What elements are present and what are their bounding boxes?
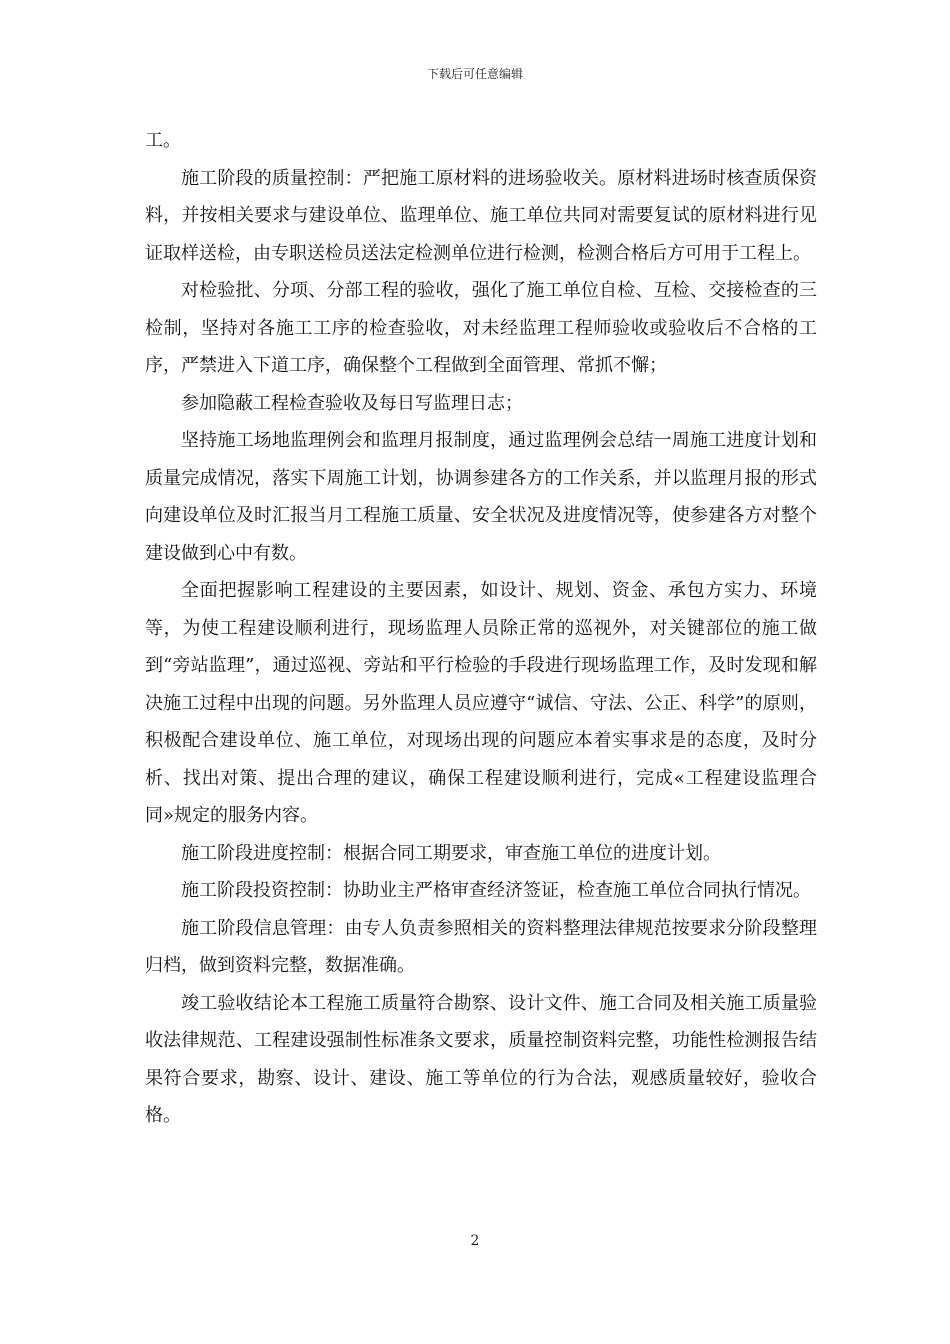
paragraph-inspection-acceptance: 对检验批、分项、分部工程的验收，强化了施工单位自检、互检、交接检查的三检制，坚持对各施工工序的检查验收，对未经监理工程师验收或验收后不合格的工序，严禁进入下道工序，确保整个工程做到全面管理、常抓不懈； (145, 280, 817, 376)
paragraph-hidden-works: 参加隐蔽工程检查验收及每日写监理日志； (181, 392, 523, 414)
paragraph-key-factors: 全面把握影响工程建设的主要因素，如设计、规划、资金、承包方实力、环境等，为使工程建设顺利进行，现场监理人员除正常的巡视外，对关键部位的施工做到“旁站监理”，通过巡视、旁站和平行检验的手段进行现场监理工作，及时发现和解决施工过程中出现的问题。另外监理人员应遵守“诚信、守法、公正、科学”的原则，积极配合建设单位、施工单位，对现场出现的问题应本着实事求是的态度，及时分析、找出对策、提出合理的建议，确保工程建设顺利进行，完成«工程建设监理合同»规定的服务内容。 (145, 580, 817, 826)
page-header: 下载后可任意编辑 (426, 67, 523, 81)
document-body (145, 122, 817, 1135)
paragraph-investment-control: 施工阶段投资控制：协助业主严格审查经济签证，检查施工单位合同执行情况。 (181, 880, 811, 901)
paragraph-schedule-control: 施工阶段进度控制：根据合同工期要求，审查施工单位的进度计划。 (181, 842, 721, 864)
paragraph-meetings-reports: 坚持施工场地监理例会和监理月报制度，通过监理例会总结一周施工进度计划和质量完成情况，落实下周施工计划，协调参建各方的工作关系，并以监理月报的形式向建设单位及时汇报当月工程施工质量、安全状况及进度情况等，使参建各方对整个建设做到心中有数。 (145, 430, 817, 564)
paragraph-quality-control: 施工阶段的质量控制：严把施工原材料的进场验收关。原材料进场时核查质保资料，并按相关要求与建设单位、监理单位、施工单位共同对需要复试的原材料进行见证取样送检，由专职送检员送法定检测单位进行检测，检测合格后方可用于工程上。 (145, 167, 817, 264)
page-number: 2 (470, 1233, 480, 1249)
paragraph-continuation: 工。 (145, 130, 181, 151)
paragraph-information-management: 施工阶段信息管理：由专人负责参照相关的资料整理法律规范按要求分阶段整理归档，做到资料完整，数据准确。 (145, 917, 817, 976)
paragraph-completion-conclusion: 竣工验收结论本工程施工质量符合勘察、设计文件、施工合同及相关施工质量验收法律规范、工程建设强制性标准条文要求，质量控制资料完整，功能性检测报告结果符合要求，勘察、设计、建设、施工等单位的行为合法，观感质量较好，验收合格。 (145, 992, 817, 1126)
